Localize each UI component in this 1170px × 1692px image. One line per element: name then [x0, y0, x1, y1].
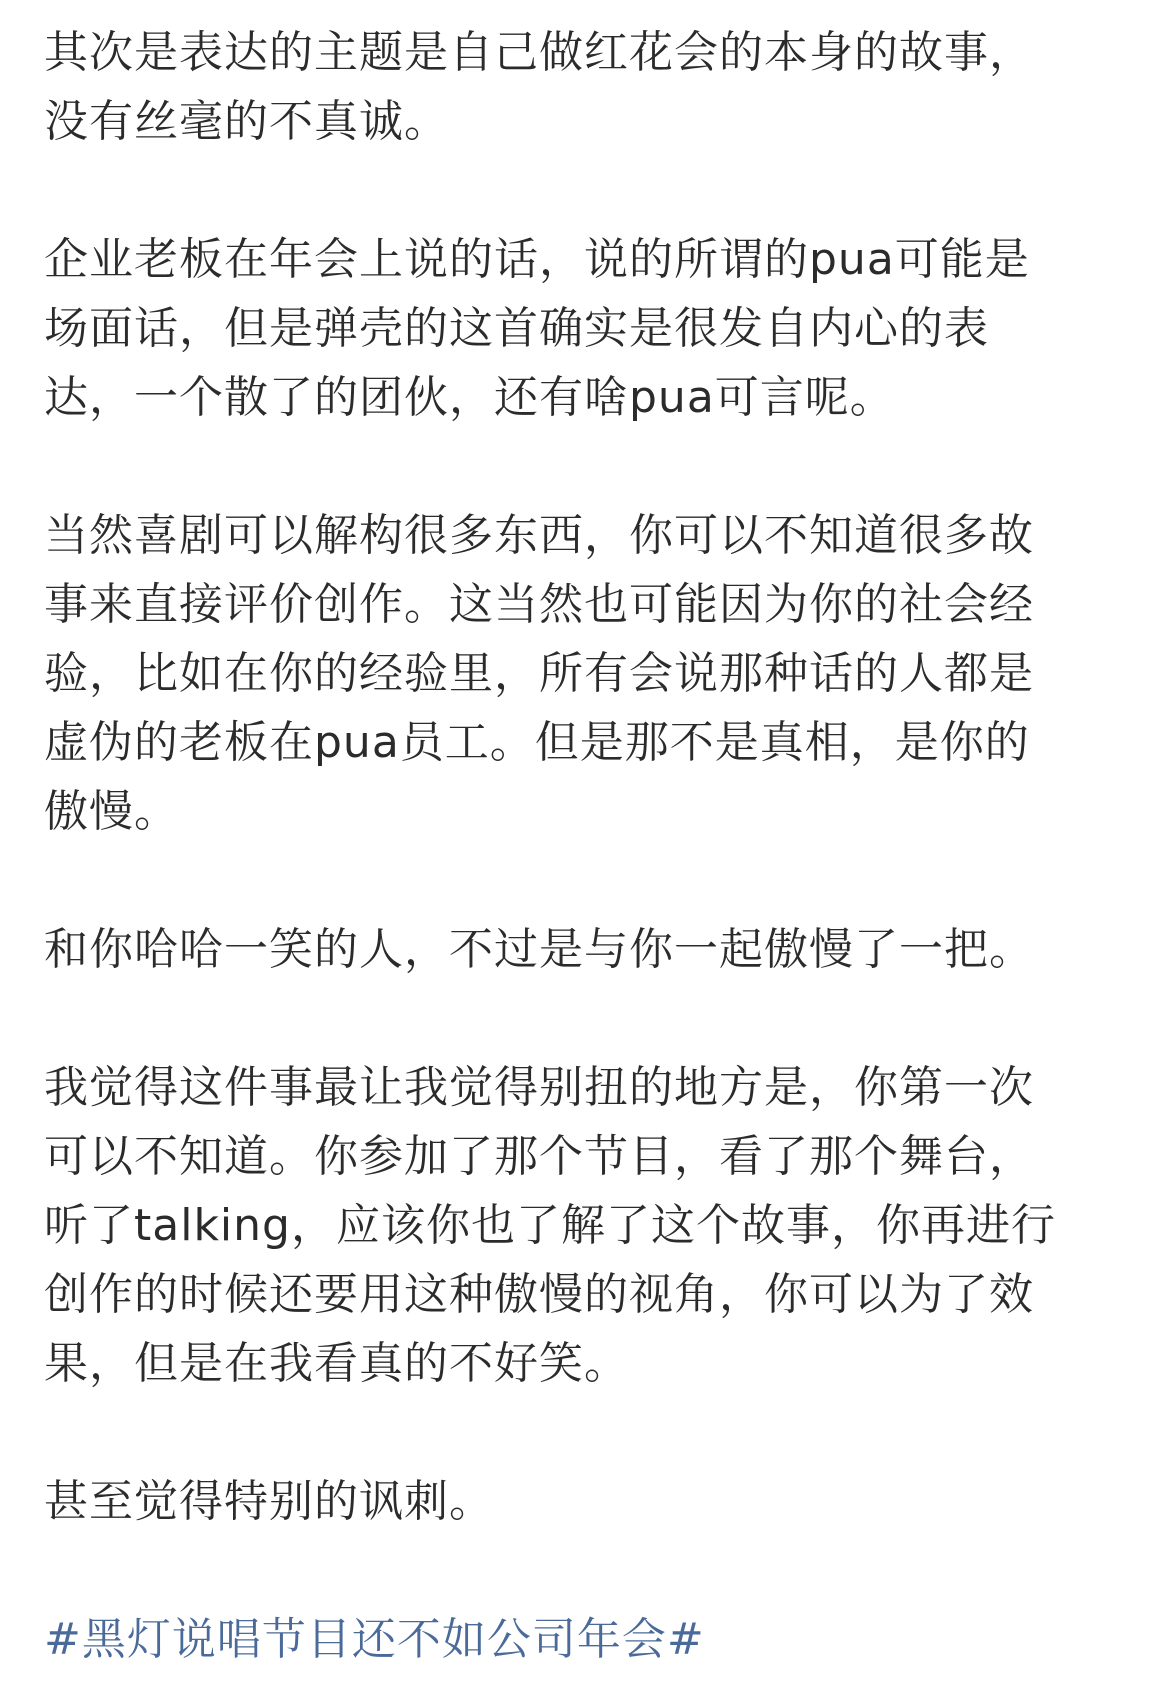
paragraph-4 — [44, 915, 1134, 984]
paragraph-1 — [44, 18, 1134, 156]
text-line: 验，比如在你的经验里，所有会说那种话的人都是 — [44, 648, 1034, 699]
text-line: 虚伪的老板在pua员工。但是那不是真相，是你的 — [44, 717, 1030, 768]
text-line: 甚至觉得特别的讽刺。 — [44, 1476, 494, 1527]
text-line: 事来直接评价创作。这当然也可能因为你的社会经 — [44, 579, 1034, 630]
text-line: 当然喜剧可以解构很多东西，你可以不知道很多故 — [44, 510, 1034, 561]
text-line: 其次是表达的主题是自己做红花会的本身的故事， — [44, 27, 1034, 78]
hashtag-link[interactable]: #黑灯说唱节目还不如公司年会# — [44, 1614, 705, 1665]
text-line: 听了talking，应该你也了解了这个故事，你再进行 — [44, 1200, 1056, 1251]
text-line: 达，一个散了的团伙，还有啥pua可言呢。 — [44, 372, 895, 423]
text-line: 创作的时候还要用这种傲慢的视角，你可以为了效 — [44, 1269, 1034, 1320]
text-line: 果，但是在我看真的不好笑。 — [44, 1338, 629, 1389]
text-line: 没有丝毫的不真诚。 — [44, 96, 449, 147]
text-line: 场面话，但是弹壳的这首确实是很发自内心的表 — [44, 303, 989, 354]
paragraph-6 — [44, 1467, 1134, 1536]
paragraph-3 — [44, 501, 1134, 846]
text-line: 傲慢。 — [44, 786, 179, 837]
post-body — [44, 18, 1134, 1674]
paragraph-2 — [44, 225, 1134, 432]
text-line: 企业老板在年会上说的话，说的所谓的pua可能是 — [44, 234, 1030, 285]
text-line: 我觉得这件事最让我觉得别扭的地方是，你第一次 — [44, 1062, 1034, 1113]
text-line: 和你哈哈一笑的人，不过是与你一起傲慢了一把。 — [44, 924, 1034, 975]
paragraph-5 — [44, 1053, 1134, 1398]
text-line: 可以不知道。你参加了那个节目，看了那个舞台， — [44, 1131, 1034, 1182]
